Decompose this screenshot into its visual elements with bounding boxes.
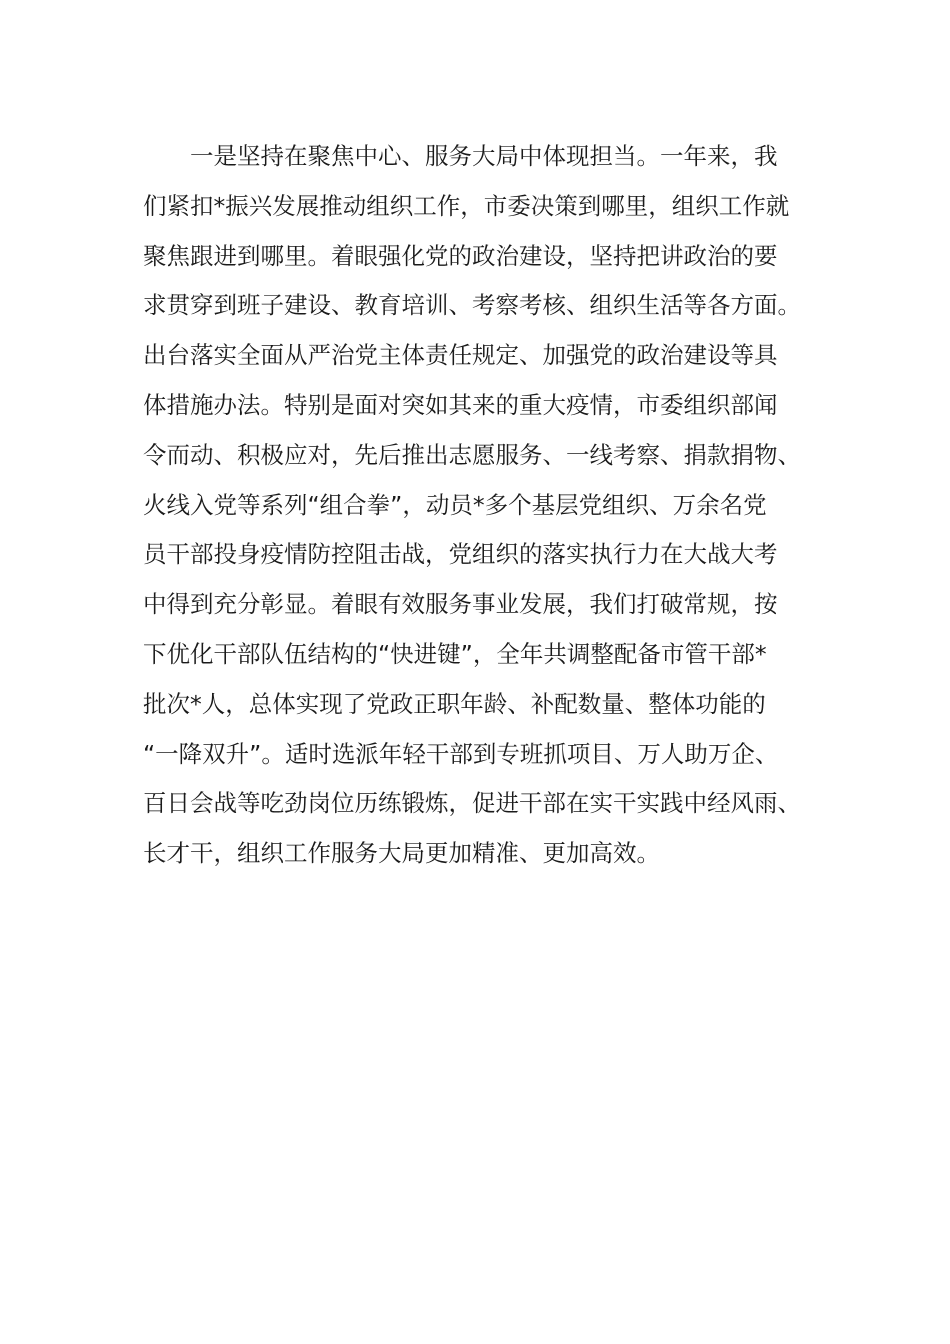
body-paragraph (143, 132, 843, 879)
paragraph-line: 长才干，组织工作服务大局更加精准、更加高效。 (143, 839, 660, 868)
paragraph-line: 聚焦跟进到哪里。着眼强化党的政治建设，坚持把讲政治的要 (143, 241, 778, 270)
paragraph-line: 火线入党等系列“组合拳”，动员*多个基层党组织、万余名党 (143, 490, 767, 519)
paragraph-line: “一降双升”。适时选派年轻干部到专班抓项目、万人助万企、 (143, 739, 779, 768)
paragraph-line: 中得到充分彰显。着眼有效服务事业发展，我们打破常规，按 (143, 590, 778, 619)
paragraph-line: 百日会战等吃劲岗位历练锻炼，促进干部在实干实践中经风雨、 (143, 789, 801, 818)
paragraph-line: 求贯穿到班子建设、教育培训、考察考核、组织生活等各方面。 (143, 291, 801, 320)
paragraph-line: 员干部投身疫情防控阻击战，党组织的落实执行力在大战大考 (143, 540, 778, 569)
paragraph-line: 批次*人，总体实现了党政正职年龄、补配数量、整体功能的 (143, 689, 766, 718)
paragraph-line: 下优化干部队伍结构的“快进键”，全年共调整配备市管干部* (143, 639, 767, 668)
paragraph-line: 令而动、积极应对，先后推出志愿服务、一线考察、捐款捐物、 (143, 440, 801, 469)
paragraph-line: 一是坚持在聚焦中心、服务大局中体现担当。一年来，我 (190, 142, 778, 170)
paragraph-line: 体措施办法。特别是面对突如其来的重大疫情，市委组织部闻 (143, 390, 778, 419)
paragraph-line: 们紧扣*振兴发展推动组织工作，市委决策到哪里，组织工作就 (143, 191, 790, 220)
paragraph-line: 出台落实全面从严治党主体责任规定、加强党的政治建设等具 (143, 341, 778, 370)
